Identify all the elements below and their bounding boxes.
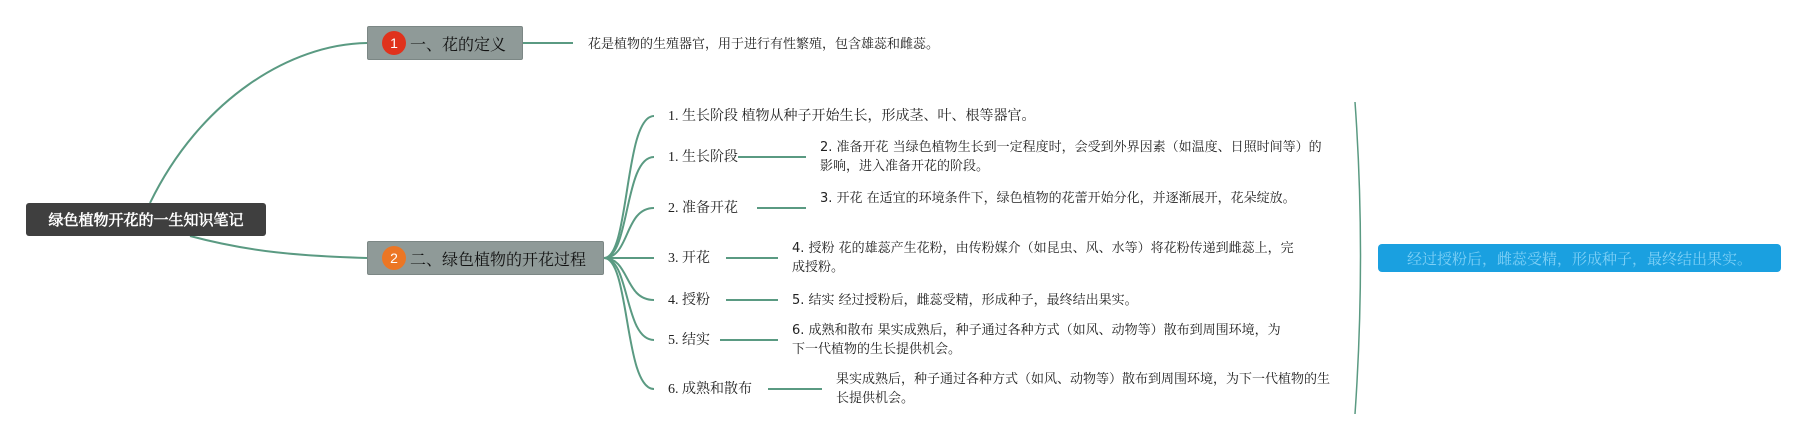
topic-label: 一、花的定义: [410, 34, 507, 54]
process-item-4[interactable]: 3. 开花: [668, 251, 710, 266]
connector-sub-1: [604, 116, 654, 258]
process-detail-5[interactable]: 5. 结实 经过授粉后，雌蕊受精，形成种子，最终结出果实。: [792, 293, 1138, 308]
connector-sub-7: [604, 258, 654, 389]
connector-root-topic2: [190, 236, 367, 258]
summary-box[interactable]: [1378, 244, 1781, 272]
process-detail-7[interactable]: 果实成熟后，种子通过各种方式（如风、动物等）散布到周围环境，为下一代植物的生长提供机会。: [836, 372, 1331, 406]
process-item-7[interactable]: 6. 成熟和散布: [668, 382, 752, 397]
topic-marker-1: 1: [382, 31, 406, 55]
connector-sub-5: [604, 258, 654, 300]
connector-root-topic1: [150, 43, 367, 203]
main-topic-flower-definition[interactable]: [367, 26, 523, 60]
topic-marker-2: 2: [382, 246, 406, 270]
process-item-5[interactable]: 4. 授粉: [668, 293, 710, 308]
process-item-2[interactable]: 1. 生长阶段: [668, 150, 738, 165]
summary-bracket: [1355, 102, 1361, 414]
connector-sub-3: [604, 208, 654, 258]
process-detail-2[interactable]: 2. 准备开花 当绿色植物生长到一定程度时，会受到外界因素（如温度、日照时间等）的影响，进入准备开花的阶段。: [820, 140, 1322, 174]
topic-description[interactable]: 花是植物的生殖器官，用于进行有性繁殖，包含雄蕊和雌蕊。: [588, 37, 940, 52]
topic-label: 二、绿色植物的开花过程: [410, 249, 587, 269]
process-detail-6[interactable]: 6. 成熟和散布 果实成熟后，种子通过各种方式（如风、动物等）散布到周围环境，为下一代植物的生长提供机会。: [792, 323, 1281, 357]
process-item-3[interactable]: 2. 准备开花: [668, 201, 738, 216]
main-topic-flowering-process[interactable]: [367, 241, 604, 275]
process-item-6[interactable]: 5. 结实: [668, 333, 710, 348]
summary-label: 经过授粉后，雌蕊受精，形成种子，最终结出果实。: [1406, 249, 1752, 268]
process-detail-3[interactable]: 3. 开花 在适宜的环境条件下，绿色植物的花蕾开始分化，并逐渐展开，花朵绽放。: [820, 191, 1296, 206]
process-detail-4[interactable]: 4. 授粉 花的雄蕊产生花粉，由传粉媒介（如昆虫、风、水等）将花粉传递到雌蕊上，完成授粉。: [792, 241, 1294, 275]
root-topic[interactable]: [26, 203, 266, 236]
process-item-1[interactable]: 1. 生长阶段 植物从种子开始生长，形成茎、叶、根等器官。: [668, 109, 1036, 124]
root-topic-label: 绿色植物开花的一生知识笔记: [48, 211, 244, 229]
